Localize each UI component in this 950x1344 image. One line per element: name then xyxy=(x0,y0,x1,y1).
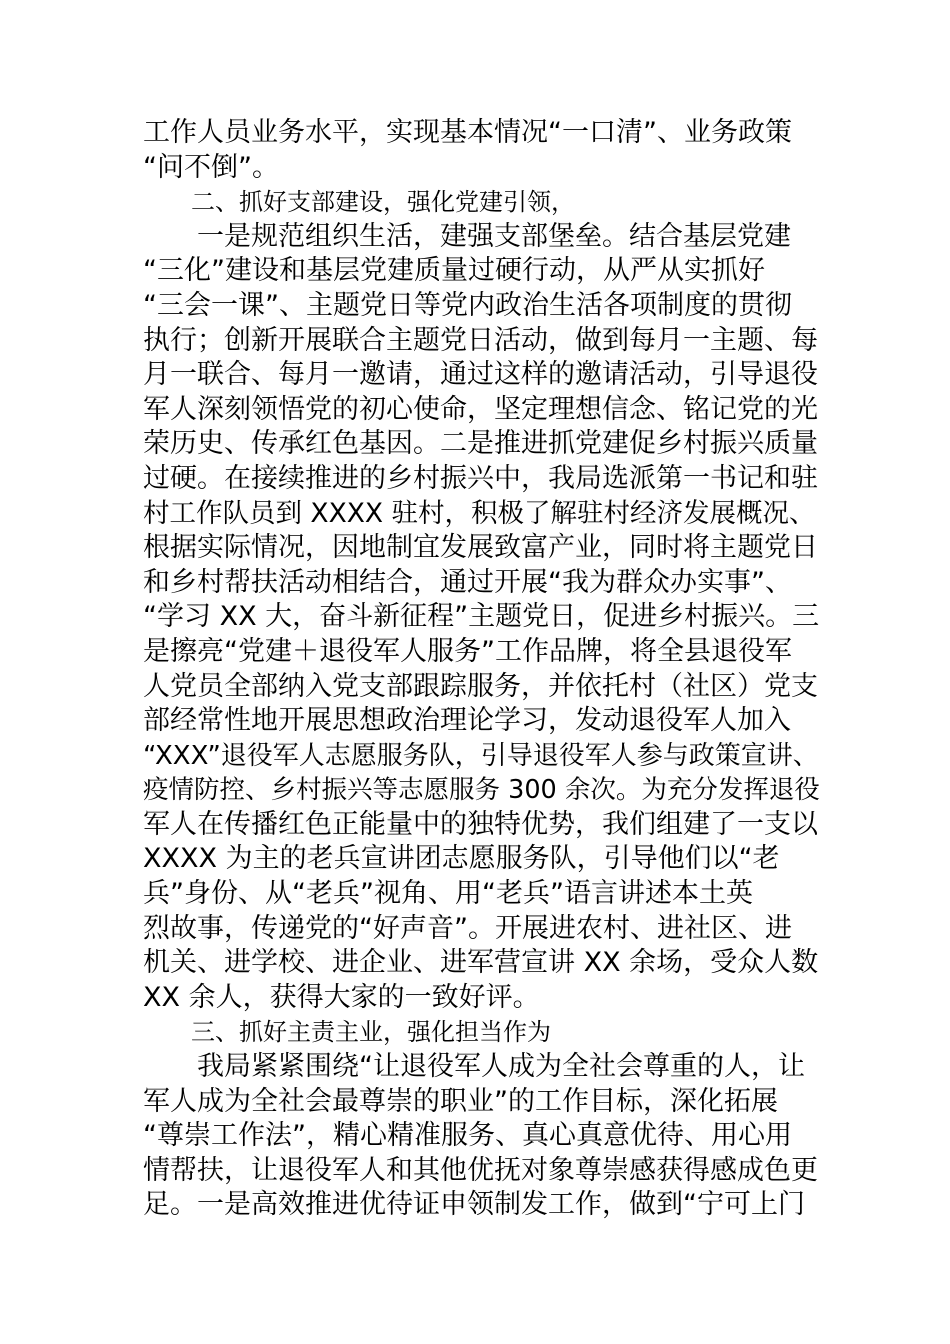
section-heading: 二、抓好支部建设，强化党建引领， xyxy=(143,188,575,217)
text-line: 荣历史、传承红色基因。二是推进抓党建促乡村振兴质量 xyxy=(143,428,818,460)
text-line: 根据实际情况，因地制宜发展致富产业，同时将主题党日 xyxy=(143,532,818,564)
text-line: “三化”建设和基层党建质量过硬行动，从严从实抓好 xyxy=(143,255,765,287)
text-line: 烈故事，传递党的“好声音”。开展进农村、进社区、进 xyxy=(143,912,792,944)
document-body xyxy=(143,116,823,1223)
text-line: “问不倒”。 xyxy=(143,151,279,183)
text-line: 机关、进学校、进企业、进军营宣讲 XX 余场，受众人数 xyxy=(143,947,819,979)
text-line: “三会一课”、主题党日等党内政治生活各项制度的贯彻 xyxy=(143,289,792,321)
section-heading: 三、抓好主责主业，强化担当作为 xyxy=(143,1018,551,1047)
text-line: 兵”身份、从“老兵”视角、用“老兵”语言讲述本土英 xyxy=(143,878,753,910)
text-line: 是擦亮“党建＋退役军人服务”工作品牌，将全县退役军 xyxy=(143,635,792,667)
text-line: 军人在传播红色正能量中的独特优势，我们组建了一支以 xyxy=(143,808,818,840)
text-line: 工作人员业务水平，实现基本情况“一口清”、业务政策 xyxy=(143,117,792,148)
text-line: 疫情防控、乡村振兴等志愿服务 300 余次。为充分发挥退役 xyxy=(143,775,820,806)
text-line: 和乡村帮扶活动相结合，通过开展“我为群众办实事”、 xyxy=(143,566,792,598)
text-line: 军人深刻领悟党的初心使命，坚定理想信念、铭记党的光 xyxy=(143,393,818,425)
text-line: 一是规范组织生活，建强支部堡垒。结合基层党建 xyxy=(143,220,791,252)
text-line: 我局紧紧围绕“让退役军人成为全社会尊重的人，让 xyxy=(143,1051,805,1083)
text-line: “学习 XX 大，奋斗新征程”主题党日，促进乡村振兴。三 xyxy=(143,601,820,633)
text-line: XX 余人，获得大家的一致好评。 xyxy=(143,981,540,1013)
text-line: “尊崇工作法”，精心精准服务、真心真意优待、用心用 xyxy=(143,1120,792,1152)
text-line: 过硬。在接续推进的乡村振兴中，我局选派第一书记和驻 xyxy=(143,462,818,494)
text-line: 村工作队员到 XXXX 驻村，积极了解驻村经济发展概况、 xyxy=(143,497,816,529)
text-line: 人党员全部纳入党支部跟踪服务，并依托村（社区）党支 xyxy=(143,670,818,702)
text-line: 部经常性地开展思想政治理论学习，发动退役军人加入 xyxy=(143,705,791,737)
text-line: 军人成为全社会最尊崇的职业”的工作目标，深化拓展 xyxy=(143,1085,778,1117)
text-line: 月一联合、每月一邀请，通过这样的邀请活动，引导退役 xyxy=(143,359,818,391)
text-line: 情帮扶，让退役军人和其他优抚对象尊崇感获得感成色更 xyxy=(143,1154,818,1186)
text-line: 执行；创新开展联合主题党日活动，做到每月一主题、每 xyxy=(143,324,818,356)
text-line: XXXX 为主的老兵宣讲团志愿服务队，引导他们以“老 xyxy=(143,843,780,875)
text-line: “XXX”退役军人志愿服务队，引导退役军人参与政策宣讲、 xyxy=(143,740,819,771)
text-line: 足。一是高效推进优待证申领制发工作，做到“宁可上门 xyxy=(143,1189,805,1221)
